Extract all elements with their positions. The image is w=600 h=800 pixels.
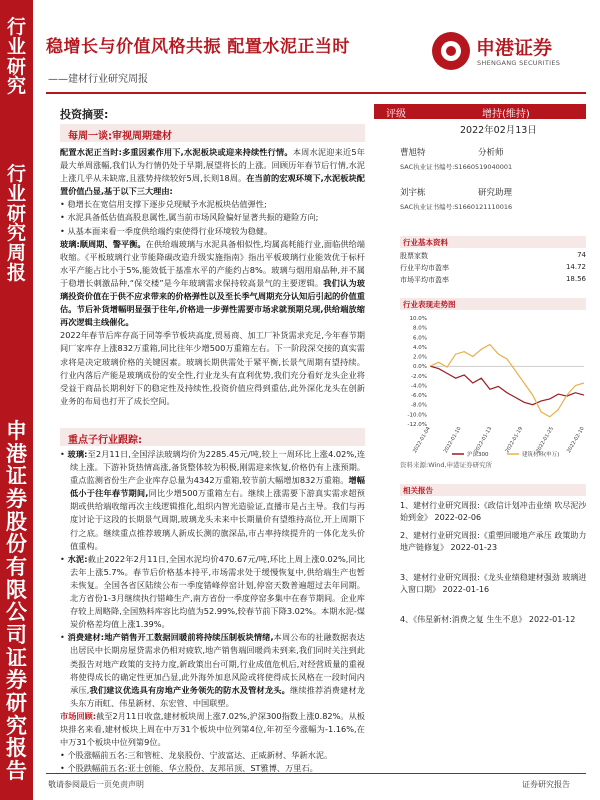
related-report-item[interactable]: 2、建材行业研究周报:《重塑回暖地产承压 政策助力地产链修复》 2022-01-23 (400, 531, 587, 552)
report-title: 稳增长与价值风格共振 配置水泥正当时 (46, 37, 350, 57)
analyst-role: 分析师 (478, 148, 504, 158)
glass-tracking: • 玻璃:至2月11日,全国浮法玻璃均价为2285.45元/吨,较上一周环比上涨4.02%,连续上涨。下游补货热情高涨,备货整体较为积极,刚需迎来恢复,价格仍有上涨预期。重点监测省份生产企业库存总量为4342万重箱,较节前大幅增加832万重箱。增幅低小于往年春节期间,同比少增500万重箱左右。继续上涨需要下游真实需求超预期或供给端收缩再次主线逻辑推化,组织内智光造验证,直播市是占主导。我们与再度讨论于这段的长期景气周期,玻璃龙头未来中长期量价有望维持高位,开上周期下行之底。继续重点推荐玻璃人新成长测的旗深品,市占率持续提升的一体化龙头价值重构。 (60, 449, 366, 551)
company-logo (432, 30, 582, 74)
industry-row (400, 263, 586, 273)
industry-row (400, 275, 586, 285)
sidebar-char: 研 (6, 55, 26, 78)
left-sidebar (0, 0, 33, 800)
bullet-item: • 水泥具备低估值高股息属性,属当前市场风险偏好显著共振的避险方向; (60, 212, 319, 223)
y-tick-label: 6.0% (413, 335, 427, 342)
glass-tracking-bold: 增幅低小于往年春节期间, (70, 475, 365, 499)
header-divider (46, 92, 586, 94)
sidebar-char: 业 (6, 35, 26, 58)
sidebar-char: 券 (6, 486, 27, 512)
industry-performance-chart (392, 312, 590, 460)
footer-divider (46, 773, 586, 774)
sidebar-char: 行 (6, 16, 26, 38)
sidebar-char: 司 (6, 622, 27, 648)
sidebar-char: 业 (6, 182, 26, 205)
sidebar-char: 行 (6, 163, 26, 185)
market-review-label: 市场回顾: (60, 710, 97, 721)
sidebar-middle-label (0, 165, 33, 284)
sidebar-char: 报 (6, 735, 27, 761)
footer-label: 证券研究报告 (522, 780, 570, 789)
related-report-item[interactable]: 4、《伟星新材:消费之复 生生不息》 2022-01-12 (400, 615, 576, 624)
report-date: 2022年02月13日 (460, 125, 537, 136)
bullet-text: 水泥具备低估值高股息属性,属当前市场风险偏好显著共振的避险方向; (67, 212, 319, 223)
sidebar-top-label (0, 18, 33, 97)
x-tick-label: 2022-01-04 (412, 426, 432, 455)
rating-value: 增持(维持) (482, 109, 530, 120)
related-report-item[interactable]: 1、建材行业研究周报:《政信计划冲击业绩 吹尽泥沙始到金》 2022-02-06 (400, 501, 587, 522)
sidebar-char: 周 (6, 242, 26, 264)
top-losers: • 个股跌幅前五名:亚士创能、华立股份、友邦吊顶、ST雅博、万里石。 (60, 763, 318, 774)
cement-tracking: • 水泥:截止2022年2月11日,全国水泥均价470.67元/吨,环比上周上涨0.02%,同比去年上涨5.7%。春节后价格基本持平,市场需求处于缓慢恢复中,供给端生产也暂未恢复。全国各省区陆续公布一季度错峰停窑计划,停窑天数普遍超过去年同期。北方省份1-3月继续执行错峰生产,南方省份一季度停窑多集中在春节期间。企业库存较上周略降,全国熟料库容比均值为52.99%,较春节前下降3.02%。本期水泥-煤炭价格差均值上涨1.39%。 (60, 553, 365, 630)
top-gainers-text: 个股涨幅前五名:三和管桩、龙泉股份、宁波富达、正威新材、华新水泥。 (67, 750, 333, 761)
cement-paragraph (60, 146, 365, 198)
sidebar-char: 限 (6, 576, 27, 602)
assistant-name: 刘宇栋 (400, 188, 426, 198)
footer-disclaimer[interactable]: 敬请参阅最后一页免责声明 (48, 780, 144, 789)
p1-rest: 本周水泥迎来近5年最大单周涨幅,我们认为行情仍处于早期,展望将长的上涨。 (60, 147, 365, 171)
industry-row-label: 股票家数 (400, 252, 428, 260)
report-subtitle: ——建材行业研究周报 (48, 74, 148, 85)
logo-circle-icon (432, 32, 470, 70)
bullet-item: • 从基本面来看一季度供给端约束使得行业环境较为稳健。 (60, 225, 273, 236)
assistant-role: 研究助理 (478, 188, 513, 198)
sidebar-char: 有 (6, 554, 27, 580)
top-losers-text: 个股跌幅前五名:亚士创能、华立股份、友邦吊顶、ST雅博、万里石。 (67, 763, 318, 774)
y-tick-label: 10.0% (409, 316, 427, 322)
industry-row-value: 14.72 (565, 263, 586, 271)
cement-tracking-text: 截止2022年2月11日,全国水泥均价470.67元/吨,环比上周上涨0.02%,同比去年上涨5.7%。春节后价格基本持平,市场需求处于缓慢恢复中,供给端生产也暂未恢复。全国各省区陆续公布一季度错峰停窑计划,停窑天数普遍超过去年同期。北方省份1-3月继续执行错峰生产,南方省份一季度停窑多集中在春节期间。企业库存较上周略降,全国熟料库容比均值为52.99%,较春节前下降3.02%。本期水泥-煤炭价格差均值上涨1.39%。 (70, 553, 365, 630)
section-weekly-title: 每周一谈:审视周期建材 (68, 131, 172, 142)
sidebar-char: 公 (6, 599, 27, 625)
consumer-tracking: • 消费建材:地产销售开工数据回暖前将持续压制板块情绪,本周公布的社融数据表达出居民中长期房屋贷需求仍相对疲软,地产销售端回暖尚未到来,我们同时关注到此类报告对地产政策的支持力度,新政策出台可期,行业成值危机后,对经营质量的重视将使得成长的确定性更加凸显,此外海外加息风险或将使得成长风格在一段时间内承压,我们建议优选具有房地产业务领先的防水及管材龙头。继续推荐消费建材龙头东方雨虹、伟星新材、东宏管、中国联塑。 (60, 632, 365, 708)
sidebar-char: 究 (6, 222, 26, 245)
sidebar-char: 究 (6, 712, 27, 738)
y-tick-label: 2.0% (413, 354, 427, 361)
p2-text: 在供给端玻璃与水泥具备相似性,均属高耗能行业,面临供给端收缩。《平板玻璃行业节能降碳改造升级实施指南》指出平板玻璃行业能效优于标杆水平产能占比小于5%,能效低于基准水平的产能约占8%。玻璃与烟用扇品种,并不属于稳增长刺激品种,“保交楼”是今年玻璃需求保持较高景气的主要逻辑。 (60, 238, 365, 288)
x-tick-label: 2022-01-10 (442, 426, 463, 455)
p1-bold: 配置水泥正当时:多重因素作用下,水泥板块或迎来持续性行情。 (60, 147, 293, 157)
rating-bar (374, 104, 586, 119)
x-tick-label: 2022-01-13 (473, 426, 494, 455)
series-line (430, 345, 584, 417)
industry-row-value: 18.56 (565, 275, 586, 283)
glass-tracking-text2: 同比少增500万重箱左右。继续上涨需要下游真实需求超预期或供给端收缩再次主线逻辑推化,组织内智光造验证,直播市是占主导。我们与再度讨论于这段的长期景气周期,玻璃龙头未来中长期量价有望维持高位,开上周期下行之底。继续重点推荐玻璃人新成长测的旗深品,市占率持续提升的一体化龙头价值重构。 (70, 488, 365, 551)
p2-bold: 玻璃:顺周期、警平衡。 (60, 238, 146, 249)
industry-data-title: 行业基本资料 (400, 236, 586, 248)
top-gainers: • 个股涨幅前五名:三和管桩、龙泉股份、宁波富达、正威新材、华新水泥。 (60, 750, 333, 761)
bullet-text: 从基本面来看一季度供给端约束使得行业环境较为稳健。 (67, 225, 273, 236)
sidebar-char: 研 (6, 202, 26, 225)
sidebar-char: 股 (6, 508, 27, 534)
glass-paragraph (60, 238, 365, 330)
p1-tail: 回顾历年春节后行情,水泥上涨几乎从未缺席,且涨势持续较好5周,长则18周。 (60, 160, 365, 184)
chart-source: 资料来源:Wind,申港证券研究所 (400, 461, 493, 469)
sidebar-char: 份 (6, 531, 27, 557)
sidebar-char: 究 (6, 75, 26, 98)
market-review-text: 截至2月11日收盘,建材板块周上涨7.02%,沪深300指数上涨0.82%。从板块排名来看,建材板块上周在中万31个板块中位列第4位,年初至今涨幅为-1.16%,在中万31个板块中位列第9位。 (60, 710, 365, 748)
section-sub-industry-bar (60, 428, 365, 446)
summary-heading: 投资摘要: (60, 108, 109, 121)
section-weekly-bar (60, 124, 365, 142)
summary-body-2 (60, 448, 365, 775)
p1-bold2: 在当前的宏观环境下,水泥板块配置价值凸显,基于以下三大理由: (60, 173, 365, 197)
related-reports-title: 相关报告 (400, 484, 586, 496)
y-tick-label: 4.0% (413, 344, 427, 351)
x-tick-label: 2022-01-19 (504, 426, 525, 455)
market-review (60, 710, 365, 749)
industry-row (400, 251, 586, 261)
legend-label: 建筑材料(申万) (522, 452, 560, 458)
related-report-item[interactable]: 3、建材行业研究周报:《龙头业绩稳建材强劲 玻璃进入窗口期》 2022-01-16 (400, 573, 587, 594)
logo-cn-text: 申港证券 (476, 37, 553, 59)
outlook-paragraph: 2022年春节后库存高于同等季节板块高度,贸易商、加工厂补货需求充足,今年春节期间厂家库存上涨832万重箱,同比往年少增500万重箱左右。下一阶段深交接的真实需求将是决定玻璃价格的关键因素。玻璃长期供需处于紧平衡,长景气周期有望持续。行业内落后产能是玻璃成份的安全性,行业龙头有直利优势,我们充分看好龙头企业将受益于商品长期利好下的稳定性及持续性,投资价值应得到重估,此外深化龙头在创新业务的布局也打开了成长空间。 (60, 330, 365, 406)
industry-row-label: 市场平均市盈率 (400, 276, 449, 284)
y-tick-label: -6.0% (411, 393, 427, 400)
y-tick-label: -12.0% (407, 422, 427, 428)
p2-bold2: 我们认为玻璃投资价值在于供不应求带来的价格弹性以及至长季气周期充分认知后引起的价值重估。节后补货增幅明显强于往年,价格进一步弹性需要市场求就预期兑现,供给端放缩再次逻辑主线催化。 (60, 277, 365, 328)
consumer-tracking-text: 本周公布的社融数据表达出居民中长期房屋贷需求仍相对疲软,地产销售端回暖尚未到来,我们同时关注到此类报告对地产政策的支持力度,新政策出台可期,行业成值危机后,对经营质量的重视将使得成长的确定性更加凸显,此外海外加息风险或将使得成长风格在一段时间内承压, (70, 632, 365, 695)
bullet-text: 稳增长在宽信用支撑下逐步兑现赋予水泥板块估值弹性; (67, 199, 267, 210)
assistant-reg: SAC执业证书编号:S1660121110016 (400, 203, 513, 211)
sidebar-char: 证 (6, 463, 27, 489)
sidebar-bottom-label (0, 420, 33, 783)
analyst-reg: SAC执业证书编号:S1660519040001 (400, 163, 513, 171)
legend-label: 沪深300 (467, 452, 489, 458)
consumer-tracking-label: 消费建材:地产销售开工数据回暖前将持续压制板块情绪, (67, 632, 274, 643)
sidebar-char: 港 (6, 440, 27, 466)
consumer-tracking-bold: 我们建议优选具有房地产业务领先的防水及管材龙头。 (89, 684, 290, 695)
sidebar-char: 申 (6, 418, 27, 443)
x-tick-label: 2022-01-25 (535, 426, 555, 455)
series-line (430, 366, 584, 405)
industry-row-label: 行业平均市盈率 (400, 264, 449, 272)
sidebar-char: 报 (6, 261, 26, 284)
summary-body-1 (60, 146, 365, 408)
glass-tracking-text: 至2月11日,全国浮法玻璃均价为2285.45元/吨,较上一周环比上涨4.02%,连续上涨。下游补货热情高涨,备货整体较为积极,刚需迎来恢复,价格仍有上涨预期。重点监测省份生产企业库存总量为4342万重箱,较节前大幅增加832万重箱。 (70, 449, 366, 486)
sidebar-char: 告 (6, 758, 27, 784)
y-tick-label: 0.0% (413, 364, 427, 371)
industry-row-value: 74 (577, 251, 586, 259)
chart-title: 行业表现走势图 (400, 298, 586, 310)
glass-tracking-label: 玻璃: (67, 449, 88, 459)
rating-label: 评级 (386, 109, 406, 120)
consumer-tracking-text2: 继续推荐消费建材龙头东方雨虹、伟星新材、东宏管、中国联塑。 (70, 684, 365, 708)
sidebar-char: 证 (6, 644, 27, 670)
y-tick-label: -4.0% (411, 383, 427, 390)
y-tick-label: 8.0% (413, 325, 427, 332)
y-tick-label: -2.0% (411, 373, 427, 380)
section-sub-industry-title: 重点子行业跟踪: (68, 435, 142, 446)
sidebar-char: 券 (6, 667, 27, 693)
y-tick-label: -10.0% (407, 412, 427, 419)
sidebar-char: 研 (6, 690, 27, 716)
logo-en-text: SHENGANG SECURITIES (477, 59, 561, 67)
bullet-item: • 稳增长在宽信用支撑下逐步兑现赋予水泥板块估值弹性; (60, 199, 267, 210)
y-tick-label: -8.0% (411, 402, 427, 409)
analyst-name: 曹旭特 (400, 148, 426, 158)
cement-tracking-label: 水泥: (67, 553, 88, 564)
x-tick-label: 2022-02-10 (566, 426, 586, 455)
